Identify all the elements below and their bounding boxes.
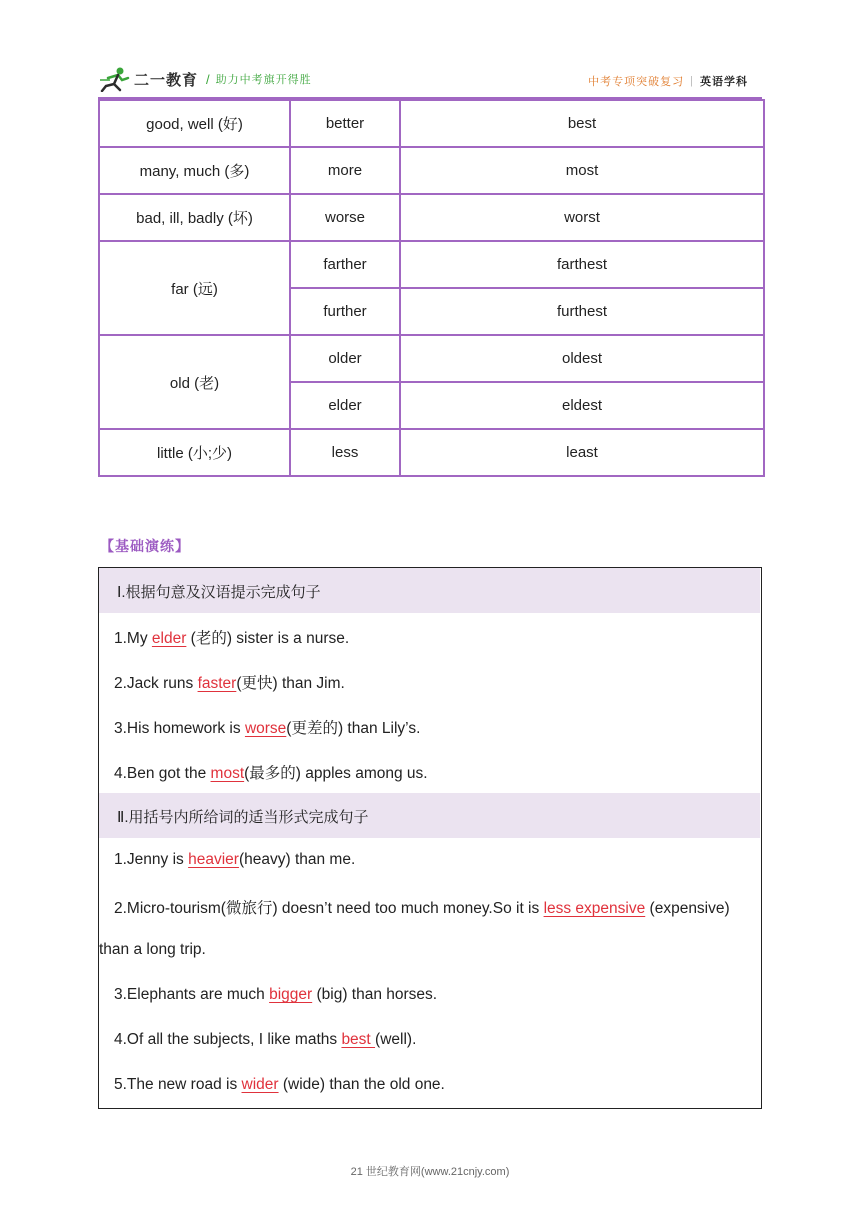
- sentence-text: 2.Jack runs: [114, 675, 198, 692]
- answer-text: most: [210, 765, 245, 782]
- base-form-cell: far (远): [99, 241, 290, 335]
- header-divider: |: [690, 75, 694, 87]
- table-row: [99, 147, 764, 194]
- answer-text: faster: [197, 675, 237, 692]
- answer-text: less expensive: [543, 900, 646, 917]
- sentence-text: (big) than horses.: [312, 986, 438, 1003]
- sentence-text: (更差的) than Lily’s.: [286, 720, 421, 737]
- sentence-text: 4.Of all the subjects, I like maths: [114, 1031, 342, 1048]
- sentence-text: 2.Micro-tourism(微旅行) doesn’t need too much money.So it is: [114, 900, 544, 917]
- exercise-line: [114, 1076, 445, 1094]
- exercise-line: [114, 986, 437, 1004]
- part1-heading-band: [99, 568, 760, 613]
- sentence-text: (expensive): [645, 900, 730, 917]
- sentence-text: 1.My: [114, 630, 152, 647]
- exercise-box: [98, 567, 762, 1109]
- sentence-text: 1.Jenny is: [114, 851, 189, 868]
- base-form-cell: good, well (好): [99, 100, 290, 147]
- comparative-cell: elder: [290, 382, 400, 429]
- section-title: 【基础演练】: [100, 538, 190, 554]
- table-row: [99, 335, 764, 382]
- exercise-line: [114, 761, 428, 783]
- header-subject: 英语学科: [700, 76, 748, 88]
- logo-text: 二一教育: [134, 71, 199, 89]
- superlative-cell: worst: [400, 194, 764, 241]
- sentence-text: (well).: [375, 1031, 417, 1048]
- page-footer: 21 世纪教育网(www.21cnjy.com): [350, 1166, 510, 1178]
- comparative-cell: more: [290, 147, 400, 194]
- header-slogan: 助力中考旗开得胜: [215, 74, 312, 86]
- exercise-line: [114, 896, 730, 918]
- comparative-cell: farther: [290, 241, 400, 288]
- table-row: [99, 100, 764, 147]
- superlative-cell: eldest: [400, 382, 764, 429]
- comparative-cell: further: [290, 288, 400, 335]
- comparative-cell: older: [290, 335, 400, 382]
- answer-text: elder: [151, 630, 187, 647]
- answer-text: wider: [241, 1076, 279, 1093]
- header-right: [588, 73, 748, 89]
- logo: [98, 66, 312, 92]
- table-row: [99, 194, 764, 241]
- sentence-text: 3.His homework is: [114, 720, 245, 737]
- sentence-text: (更快) than Jim.: [236, 675, 345, 692]
- comparative-cell: worse: [290, 194, 400, 241]
- table-row: [99, 241, 764, 288]
- comparative-cell: better: [290, 100, 400, 147]
- sentence-text: 4.Ben got the: [114, 765, 211, 782]
- exercise-line: [114, 1031, 416, 1049]
- part2-heading: Ⅱ.用括号内所给词的适当形式完成句子: [117, 809, 369, 826]
- superlative-cell: oldest: [400, 335, 764, 382]
- answer-text: bigger: [269, 986, 313, 1003]
- page-header: [98, 64, 762, 98]
- answer-text: best: [341, 1031, 376, 1048]
- sentence-text: (wide) than the old one.: [278, 1076, 445, 1093]
- superlative-cell: most: [400, 147, 764, 194]
- sentence-text: than a long trip.: [99, 941, 206, 958]
- sentence-text: (heavy) than me.: [238, 851, 356, 868]
- logo-separator: /: [206, 71, 210, 87]
- base-form-cell: little (小;少): [99, 429, 290, 476]
- exercise-line: [114, 671, 345, 693]
- superlative-cell: furthest: [400, 288, 764, 335]
- exercise-line: [114, 851, 355, 869]
- base-form-cell: many, much (多): [99, 147, 290, 194]
- table-row: [99, 429, 764, 476]
- base-form-cell: bad, ill, badly (坏): [99, 194, 290, 241]
- header-topic: 中考专项突破复习: [588, 76, 685, 88]
- exercise-line: [114, 626, 349, 648]
- answer-text: worse: [244, 720, 287, 737]
- sentence-text: (最多的) apples among us.: [244, 765, 428, 782]
- sentence-text: 3.Elephants are much: [114, 986, 270, 1003]
- comparison-table: [98, 99, 765, 477]
- comparative-cell: less: [290, 429, 400, 476]
- superlative-cell: least: [400, 429, 764, 476]
- superlative-cell: farthest: [400, 241, 764, 288]
- sentence-text: (老的) sister is a nurse.: [186, 630, 350, 647]
- exercise-line: [114, 716, 420, 738]
- superlative-cell: best: [400, 100, 764, 147]
- answer-text: heavier: [188, 851, 239, 868]
- part2-heading-band: [99, 793, 760, 838]
- runner-logo-icon: [98, 66, 132, 92]
- exercise-line-continuation: [99, 941, 206, 959]
- part1-heading: Ⅰ.根据句意及汉语提示完成句子: [117, 584, 321, 601]
- base-form-cell: old (老): [99, 335, 290, 429]
- sentence-text: 5.The new road is: [114, 1076, 242, 1093]
